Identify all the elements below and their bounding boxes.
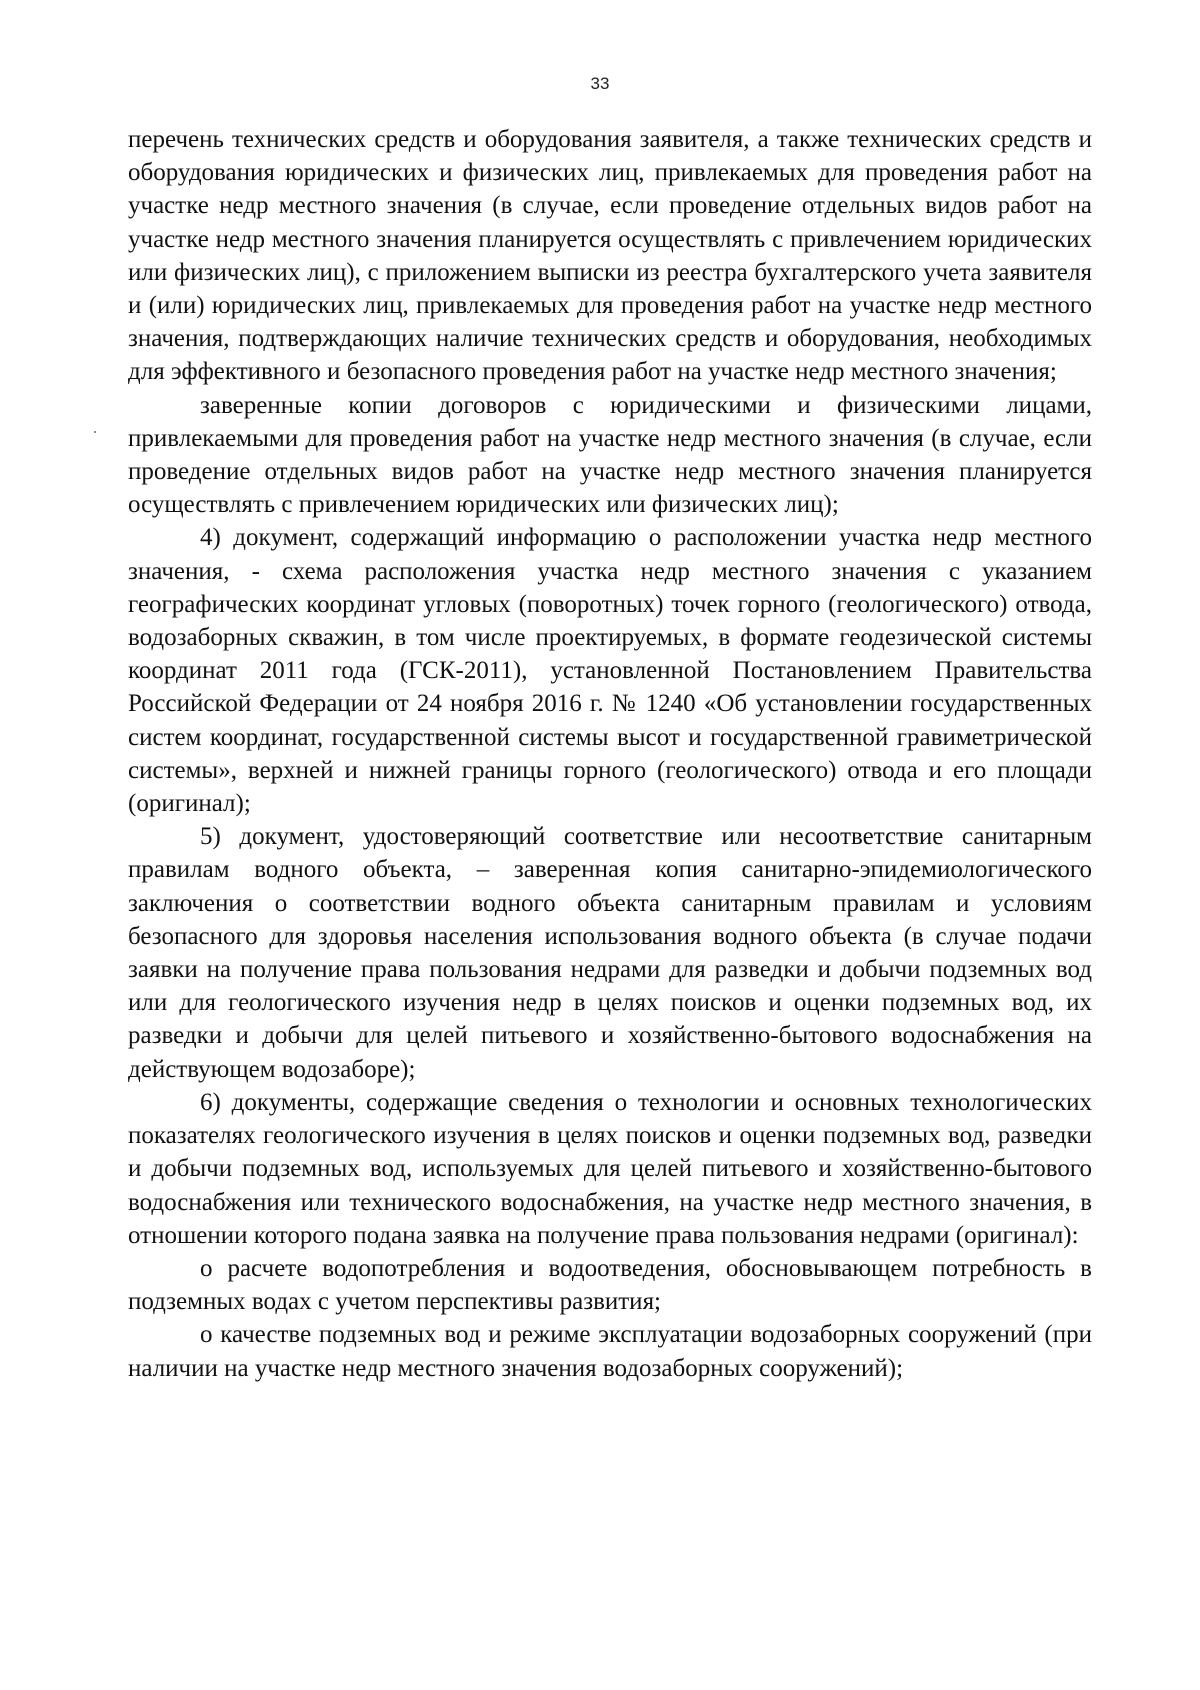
paragraph-equipment-list: перечень технических средств и оборудования заявителя, а также технических средств и оборудования юридических и физических лиц, привлекаемых для проведения работ на участке недр местного значения (в случае, если проведение отдельных видов работ на участке недр местного значения планируется осуществлять с привлечением юридических или физических лиц), с приложением выписки из реестра бухгалтерского учета заявителя и (или) юридических лиц, привлекаемых для проведения работ на участке недр местного значения, подтверждающих наличие технических средств и оборудования, необходимых для эффективного и безопасного проведения работ на участке недр местного значения; xyxy=(128,126,1092,386)
paragraph-item-5-sanitary-conformity: 5) документ, удостоверяющий соответствие или несоответствие санитарным правилам водного объекта, – заверенная копия санитарно-эпидемиологического заключения о соответствии водного объекта санитарным правилам и условиям безопасного для здоровья населения использования водного объекта (в случае подачи заявки на получение права пользования недрами для разведки и добычи подземных вод или для геологического изучения недр в целях поисков и оценки подземных вод, их разведки и добычи для целей питьевого и хозяйственно-бытового водоснабжения на действующем водозаборе); xyxy=(128,823,1092,1083)
paragraph-water-consumption-calculation: о расчете водопотребления и водоотведения, обосновывающем потребность в подземных водах с учетом перспективы развития; xyxy=(128,1254,1092,1316)
paragraph-contract-copies: заверенные копии договоров с юридическими и физическими лицами, привлекаемыми для проведения работ на участке недр местного значения (в случае, если проведение отдельных видов работ на участке недр местного значения планируется осуществлять с привлечением юридических или физических лиц); xyxy=(128,391,1092,519)
document-body xyxy=(128,123,1092,1385)
paragraph-water-quality-regime: о качестве подземных вод и режиме эксплуатации водозаборных сооружений (при наличии на участке недр местного значения водозаборных сооружений); xyxy=(128,1321,1092,1382)
paragraph-item-6-technology-documents: 6) документы, содержащие сведения о технологии и основных технологических показателях геологического изучения в целях поисков и оценки подземных вод, разведки и добычи подземных вод, используемых для целей питьевого и хозяйственно-бытового водоснабжения или технического водоснабжения, на участке недр местного значения, в отношении которого подана заявка на получение права пользования недрами (оригинал): xyxy=(128,1088,1092,1249)
scan-speck xyxy=(94,431,96,433)
paragraph-item-4-location-scheme: 4) документ, содержащий информацию о расположении участка недр местного значения, - схема расположения участка недр местного значения с указанием географических координат угловых (поворотных) точек горного (геологического) отвода, водозаборных скважин, в том числе проектируемых, в формате геодезической системы координат 2011 года (ГСК-2011), установленной Постановлением Правительства Российской Федерации от 24 ноября 2016 г. № 1240 «Об установлении государственных систем координат, государственной системы высот и государственной гравиметрической системы», верхней и нижней границы горного (геологического) отвода и его площади (оригинал); xyxy=(128,524,1092,818)
page-number: 33 xyxy=(590,74,610,93)
